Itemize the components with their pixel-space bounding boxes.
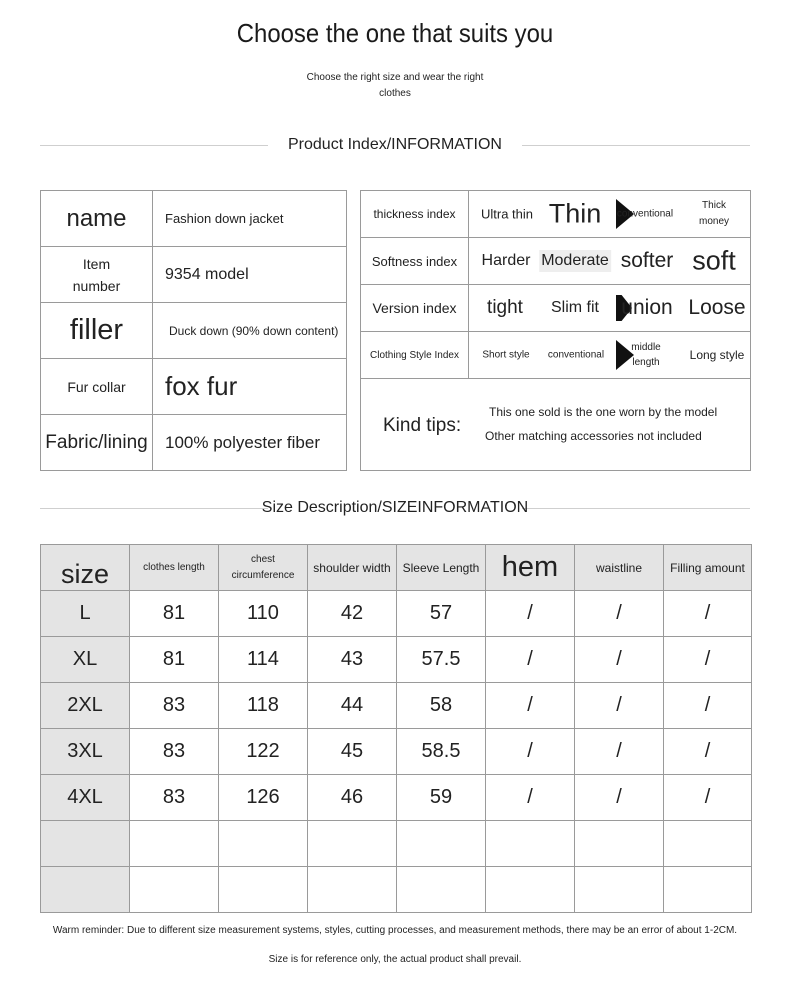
row-value: fox fur bbox=[153, 359, 347, 415]
table-row bbox=[361, 285, 751, 332]
index-options bbox=[469, 191, 751, 238]
table-cell: / bbox=[486, 637, 575, 683]
table-cell: / bbox=[664, 683, 752, 729]
row-value: Fashion down jacket bbox=[153, 191, 347, 247]
table-row bbox=[361, 332, 751, 379]
product-info-table bbox=[40, 190, 347, 471]
table-cell: / bbox=[486, 591, 575, 637]
table-cell: / bbox=[664, 637, 752, 683]
label-line-1: Item bbox=[82, 255, 111, 272]
kind-tips-label: Kind tips: bbox=[383, 415, 462, 436]
table-cell: 57.5 bbox=[397, 637, 486, 683]
table-row bbox=[41, 359, 347, 415]
table-cell: 81 bbox=[130, 591, 219, 637]
table-row bbox=[41, 591, 752, 637]
size-cell: L bbox=[41, 591, 130, 637]
table-cell: / bbox=[575, 729, 664, 775]
table-cell: 83 bbox=[130, 683, 219, 729]
row-label: filler bbox=[41, 303, 153, 359]
label-line-2: number bbox=[72, 277, 121, 294]
table-row bbox=[361, 191, 751, 238]
column-header: shoulder width bbox=[308, 545, 397, 591]
table-row bbox=[41, 247, 347, 303]
row-value: 100% polyester fiber bbox=[153, 415, 347, 471]
table-cell: 81 bbox=[130, 637, 219, 683]
table-row-empty bbox=[41, 821, 752, 867]
table-row bbox=[361, 238, 751, 285]
warm-reminder: Warm reminder: Due to different size measurement systems, styles, cutting processes, and measurement methods, there may be an error of about 1-2CM. bbox=[52, 925, 738, 936]
kind-tips bbox=[361, 379, 751, 471]
index-option: Thick money bbox=[698, 200, 729, 227]
table-cell: 46 bbox=[308, 775, 397, 821]
column-header: Filling amount bbox=[664, 545, 752, 591]
index-option: Loose bbox=[688, 296, 746, 319]
index-options bbox=[469, 238, 751, 285]
index-option: softer bbox=[620, 249, 674, 272]
index-label: Softness index bbox=[361, 238, 469, 285]
table-row bbox=[41, 415, 347, 471]
size-cell: 2XL bbox=[41, 683, 130, 729]
table-cell: / bbox=[664, 591, 752, 637]
index-option-selected: conventional bbox=[616, 208, 674, 220]
table-row bbox=[41, 683, 752, 729]
table-row-empty bbox=[41, 867, 752, 913]
index-option: soft bbox=[692, 245, 736, 276]
row-value: Duck down (90% down content) bbox=[153, 303, 347, 359]
table-row bbox=[41, 775, 752, 821]
index-option-selected: middle length bbox=[631, 342, 661, 368]
table-row bbox=[41, 303, 347, 359]
size-cell: 3XL bbox=[41, 729, 130, 775]
table-cell: 58.5 bbox=[397, 729, 486, 775]
subtitle-line-1: Choose the right size and wear the right bbox=[306, 72, 484, 83]
table-cell: 110 bbox=[219, 591, 308, 637]
table-cell: 59 bbox=[397, 775, 486, 821]
index-option: Ultra thin bbox=[480, 206, 534, 222]
page-subtitle bbox=[295, 70, 495, 102]
table-row bbox=[41, 637, 752, 683]
row-label bbox=[41, 247, 153, 303]
table-cell: / bbox=[664, 775, 752, 821]
index-options bbox=[469, 285, 751, 332]
index-option-selected: union bbox=[621, 296, 673, 319]
table-cell: 126 bbox=[219, 775, 308, 821]
table-cell: / bbox=[664, 729, 752, 775]
table-cell: 118 bbox=[219, 683, 308, 729]
row-label: Fabric/lining bbox=[41, 415, 153, 471]
product-index-table bbox=[360, 190, 751, 471]
column-header: Sleeve Length bbox=[397, 545, 486, 591]
column-header: size bbox=[41, 545, 130, 591]
size-cell: XL bbox=[41, 637, 130, 683]
row-value: 9354 model bbox=[153, 247, 347, 303]
table-cell: 44 bbox=[308, 683, 397, 729]
table-cell: / bbox=[575, 775, 664, 821]
product-section-heading: Product Index/INFORMATION bbox=[288, 136, 502, 153]
index-option: tight bbox=[487, 297, 523, 318]
column-header: hem bbox=[486, 545, 575, 591]
subtitle-line-2: clothes bbox=[379, 88, 411, 99]
index-option: Short style bbox=[482, 349, 530, 361]
table-header-row bbox=[41, 545, 752, 591]
table-cell: 43 bbox=[308, 637, 397, 683]
table-row bbox=[41, 729, 752, 775]
size-cell: 4XL bbox=[41, 775, 130, 821]
index-option: Slim fit bbox=[551, 299, 599, 316]
table-cell: 57 bbox=[397, 591, 486, 637]
table-cell: 45 bbox=[308, 729, 397, 775]
index-options bbox=[469, 332, 751, 379]
column-header: clothes length bbox=[130, 545, 219, 591]
table-row bbox=[361, 379, 751, 471]
kind-tips-line-2: Other matching accessories not included bbox=[485, 429, 702, 443]
row-label: name bbox=[41, 191, 153, 247]
row-label: Fur collar bbox=[41, 359, 153, 415]
table-cell: 42 bbox=[308, 591, 397, 637]
index-label: thickness index bbox=[361, 191, 469, 238]
table-cell: / bbox=[575, 637, 664, 683]
index-option: Harder bbox=[481, 252, 531, 269]
kind-tips-line-1: This one sold is the one worn by the model bbox=[489, 405, 718, 419]
size-table bbox=[40, 544, 752, 913]
column-header: waistline bbox=[575, 545, 664, 591]
index-option: Long style bbox=[689, 348, 745, 362]
index-option-selected: Moderate bbox=[539, 250, 611, 272]
size-section-heading: Size Description/SIZEINFORMATION bbox=[261, 499, 529, 516]
table-cell: 122 bbox=[219, 729, 308, 775]
column-header: chest circumference bbox=[219, 545, 308, 591]
table-cell: / bbox=[575, 591, 664, 637]
table-cell: / bbox=[486, 683, 575, 729]
table-cell: 58 bbox=[397, 683, 486, 729]
index-option: conventional bbox=[547, 349, 605, 361]
index-label: Clothing Style Index bbox=[361, 332, 469, 379]
reference-note: Size is for reference only, the actual product shall prevail. bbox=[268, 954, 522, 965]
page-title: Choose the one that suits you bbox=[236, 18, 554, 48]
table-cell: 114 bbox=[219, 637, 308, 683]
table-cell: / bbox=[575, 683, 664, 729]
table-row bbox=[41, 191, 347, 247]
table-cell: 83 bbox=[130, 729, 219, 775]
table-cell: 83 bbox=[130, 775, 219, 821]
index-option: Thin bbox=[548, 198, 602, 229]
index-label: Version index bbox=[361, 285, 469, 332]
table-cell: / bbox=[486, 775, 575, 821]
table-cell: / bbox=[486, 729, 575, 775]
